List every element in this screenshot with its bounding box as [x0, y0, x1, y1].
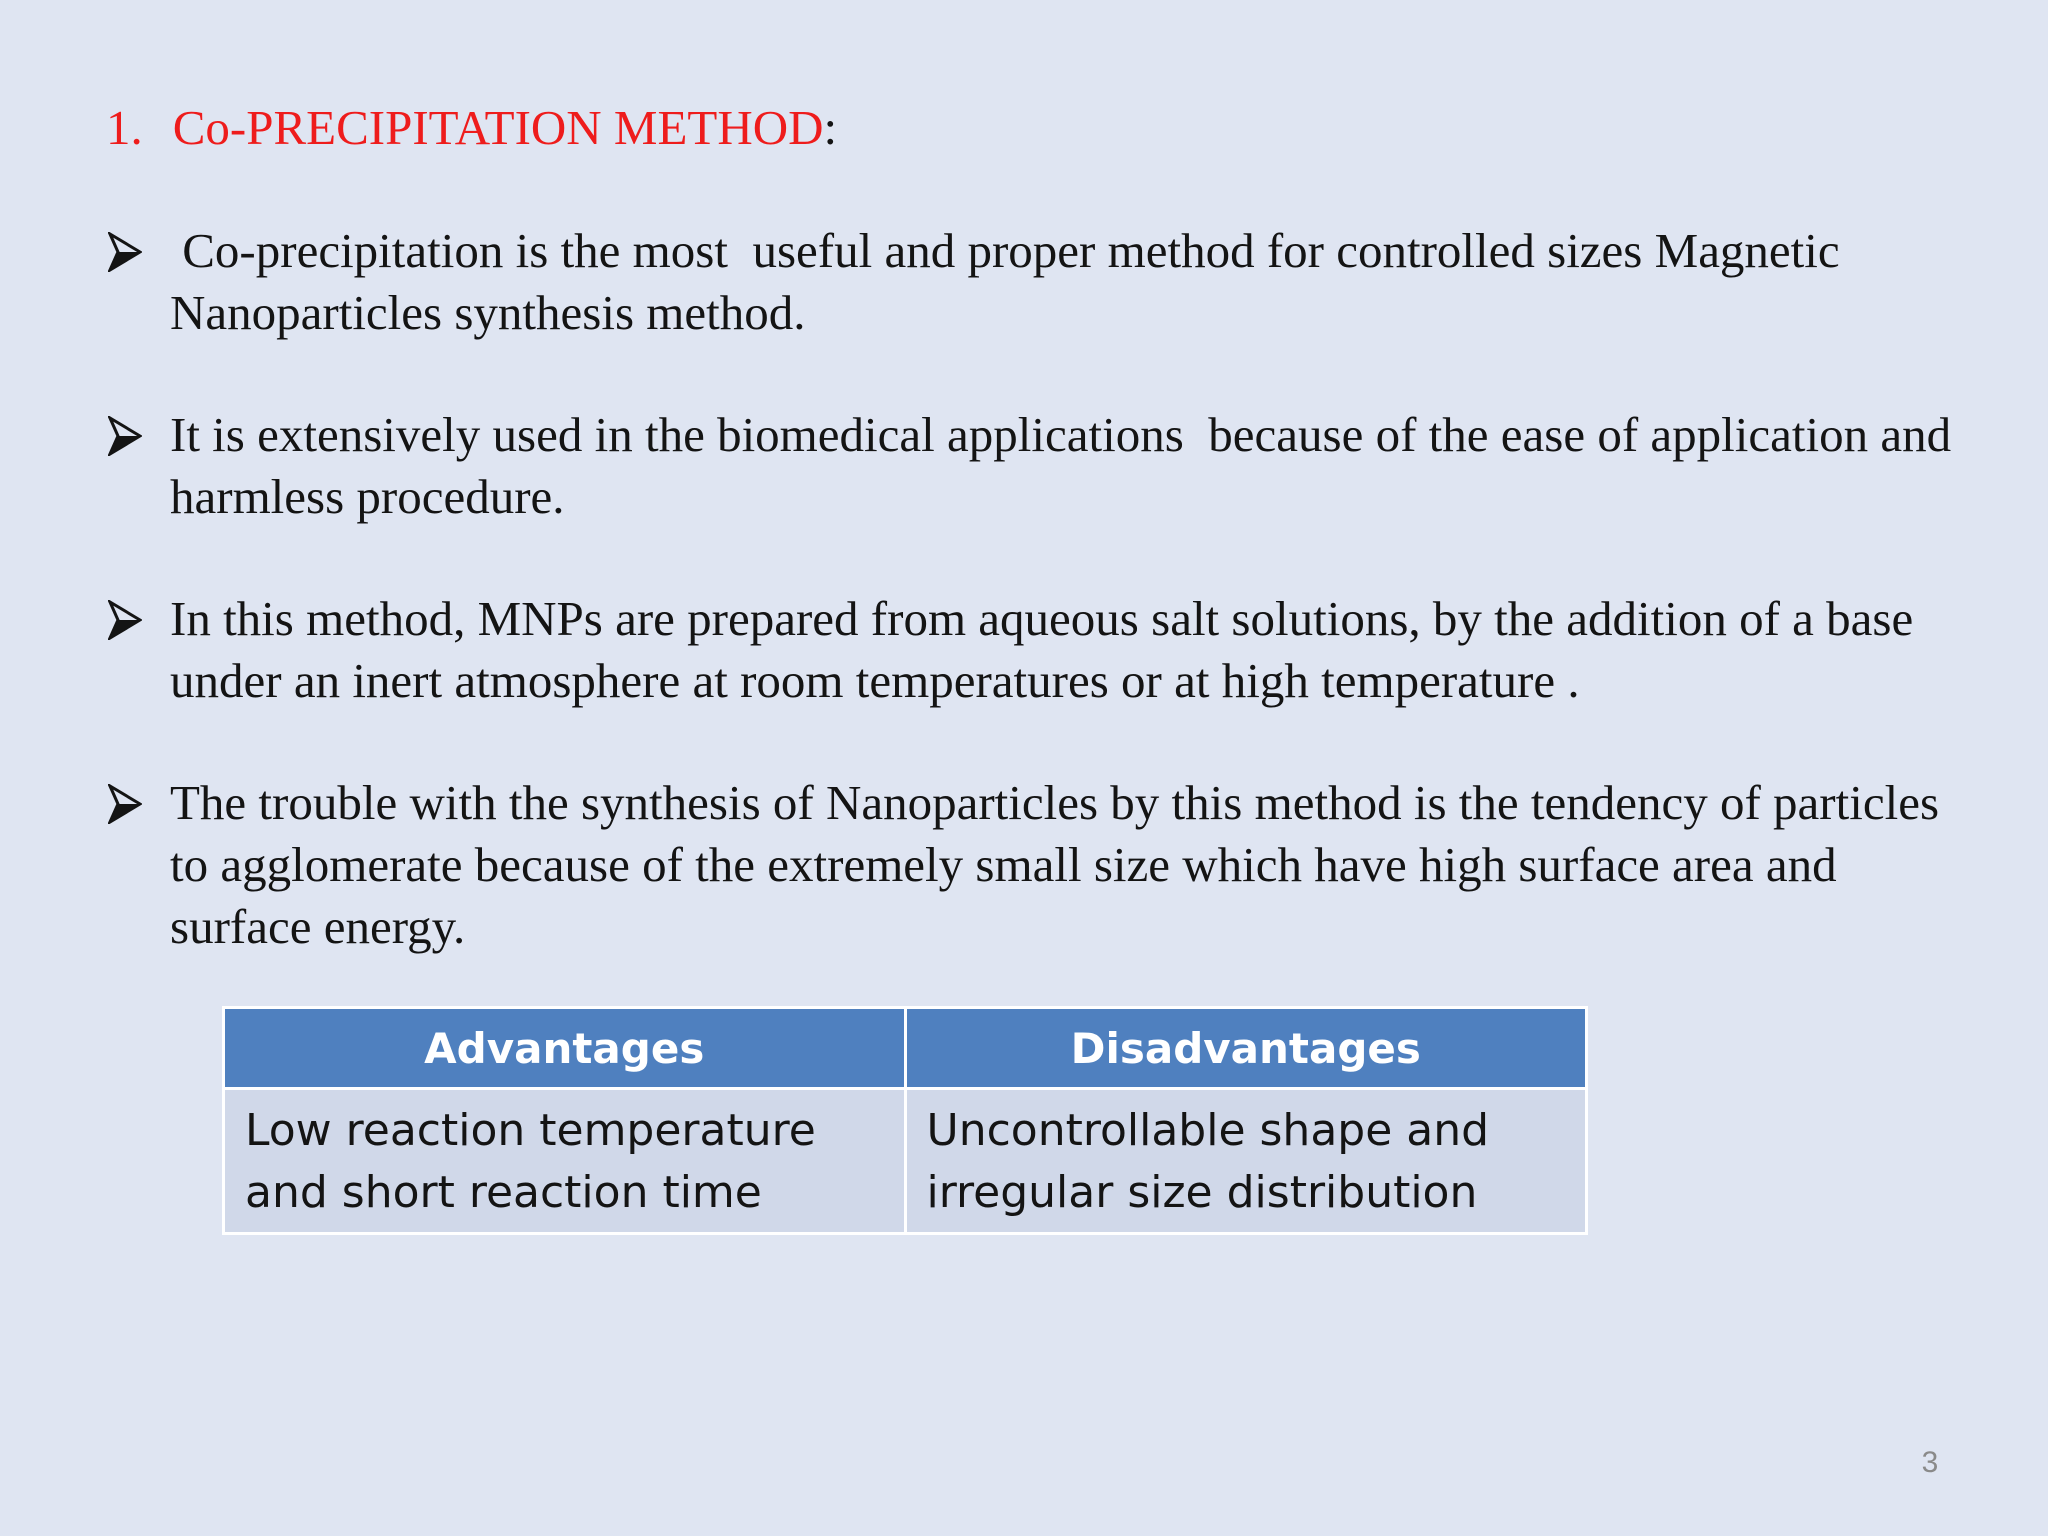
heading-title: Co-PRECIPITATION METHOD [172, 100, 824, 155]
bullet-text: The trouble with the synthesis of Nanoparticles by this method is the tendency of particles to agglomerate because of the extremely small size which have high surface area and surface energy. [170, 775, 1952, 954]
bullet-text: It is extensively used in the biomedical applications because of the ease of application and harmless procedure. [170, 407, 1964, 524]
bullet-text: In this method, MNPs are prepared from aqueous salt solutions, by the addition of a base under an inert atmosphere at room temperatures or at high temperature . [170, 591, 1926, 708]
bullet-text: Co-precipitation is the most useful and proper method for controlled sizes Magnetic Nanoparticles synthesis method. [170, 223, 1852, 340]
table-header-advantages: Advantages [224, 1008, 906, 1089]
table-header-disadvantages: Disadvantages [905, 1008, 1587, 1089]
page-number: 3 [1921, 1446, 1939, 1479]
table-row [224, 1089, 1587, 1234]
table-header-row [224, 1008, 1587, 1089]
heading-number: 1. [106, 100, 143, 155]
slide-heading [106, 96, 837, 160]
arrowhead-bullet-icon [108, 232, 142, 272]
arrowhead-bullet-icon [108, 600, 142, 640]
table-cell-advantage: Low reaction temperature and short reaction time [224, 1089, 906, 1234]
arrowhead-bullet-icon [108, 416, 142, 456]
table-cell-disadvantage: Uncontrollable shape and irregular size distribution [905, 1089, 1587, 1234]
heading-colon: : [823, 100, 838, 155]
arrowhead-bullet-icon [108, 784, 142, 824]
advantages-disadvantages-table [222, 1006, 1588, 1235]
